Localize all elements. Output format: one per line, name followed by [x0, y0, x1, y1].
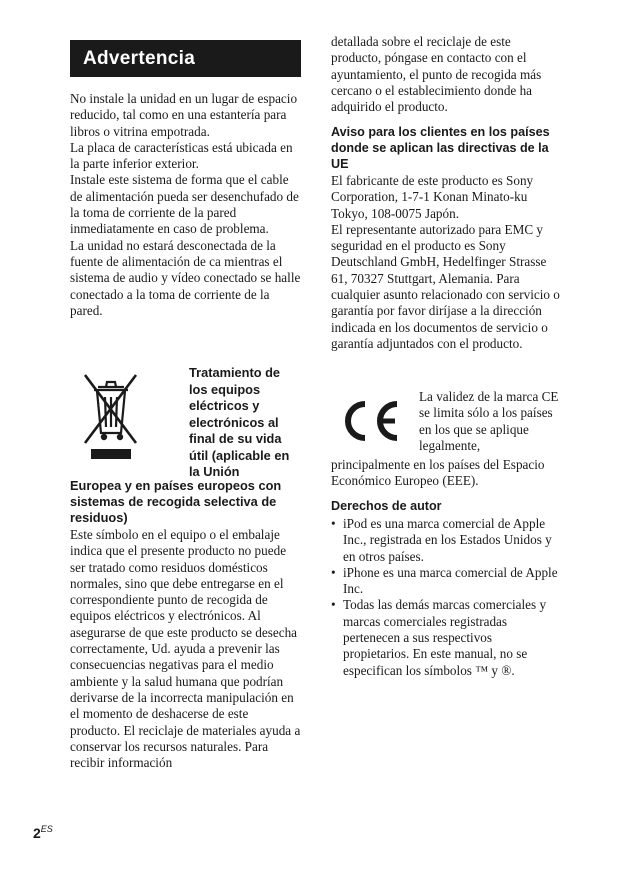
weee-heading-side: Tratamiento de los equipos eléctricos y electrónicos al final de su vida útil (aplicable en la Unión [189, 365, 290, 479]
eu-representative: El representante autorizado para EMC y seguridad en el producto es Sony Deutschland GmbH, Hedelfinger Strasse 61, 70327 Stuttgart, Alemania. Para cualquier asunto relacionado con servicio o garantía por favor diríjase a la dirección indicada en los documentos de servicio o garantía adjuntados con el producto. [331, 221, 560, 351]
page-number: $2^{ES}$ [33, 824, 53, 841]
list-item: • iPhone es una marca comercial de Apple Inc. [331, 564, 558, 597]
section-banner: Advertencia [70, 40, 301, 77]
ce-text-side: La validez de la marca CE se limita sólo a los países en los que se aplique legalmente, [419, 389, 559, 453]
recycling-continuation: detallada sobre el reciclaje de este producto, póngase en contacto con el ayuntamiento, el punto de recogida más cercano o el establecimiento donde ha adquirido el producto. [331, 34, 542, 115]
copyright-heading: Derechos de autor [331, 499, 442, 513]
weee-heading-rest: Europea y en países europeos con sistemas de recogida selectiva de residuos) [70, 478, 282, 525]
warning-paragraph: La placa de características está ubicada en la parte inferior exterior. [70, 139, 293, 172]
list-item: • Todas las demás marcas comerciales y marcas comerciales registradas pertenecen a sus respectivos propietarios. En este manual, no se especifican los símbolos ™ y ®. [331, 597, 547, 678]
language-suffix: ES [40, 824, 53, 834]
eu-notice-body [331, 173, 561, 352]
weee-body: Este símbolo en el equipo o el embalaje indica que el presente producto no puede ser tratado como residuos domésticos normales, sino que debe entregarse en el correspondiente punto de recogida de equipos eléctricos y electrónicos. Al asegurarse de que este producto se desecha correctamente, Ud. ayuda a prevenir las consecuencias negativas para el medio ambiente y la salud humana que podrían derivarse de la incorrecta manipulación en el momento de deshacerse de este producto. El reciclaje de materiales ayuda a conservar los recursos naturales. Para recibir información [70, 527, 301, 771]
copyright-list [331, 516, 561, 679]
eu-notice-heading: Aviso para los clientes en los países donde se aplican las directivas de la UE [331, 125, 550, 171]
warning-text [70, 91, 301, 319]
ce-mark-icon [338, 396, 404, 446]
eu-manufacturer: El fabricante de este producto es Sony Corporation, 1-7-1 Konan Minato-ku Tokyo, 108-0075 Japón. [331, 173, 534, 221]
warning-paragraph: Instale este sistema de forma que el cable de alimentación pueda ser desenchufado de la toma de corriente de la pared inmediatamente en caso de problema. [70, 172, 299, 237]
ce-text-rest: principalmente en los países del Espacio Económico Europeo (EEE). [331, 457, 545, 489]
warning-paragraph: La unidad no estará desconectada de la fuente de alimentación de ca mientras el sistema de audio y vídeo conectado se halle conectado a la toma de corriente de la pared. [70, 237, 301, 318]
warning-paragraph: No instale la unidad en un lugar de espacio reducido, tal como en una estantería para libros o vitrina empotrada. [70, 91, 298, 139]
weee-crossed-bin-icon [80, 369, 140, 461]
list-item: • iPod es una marca comercial de Apple Inc., registrada en los Estados Unidos y en otros países. [331, 516, 552, 564]
